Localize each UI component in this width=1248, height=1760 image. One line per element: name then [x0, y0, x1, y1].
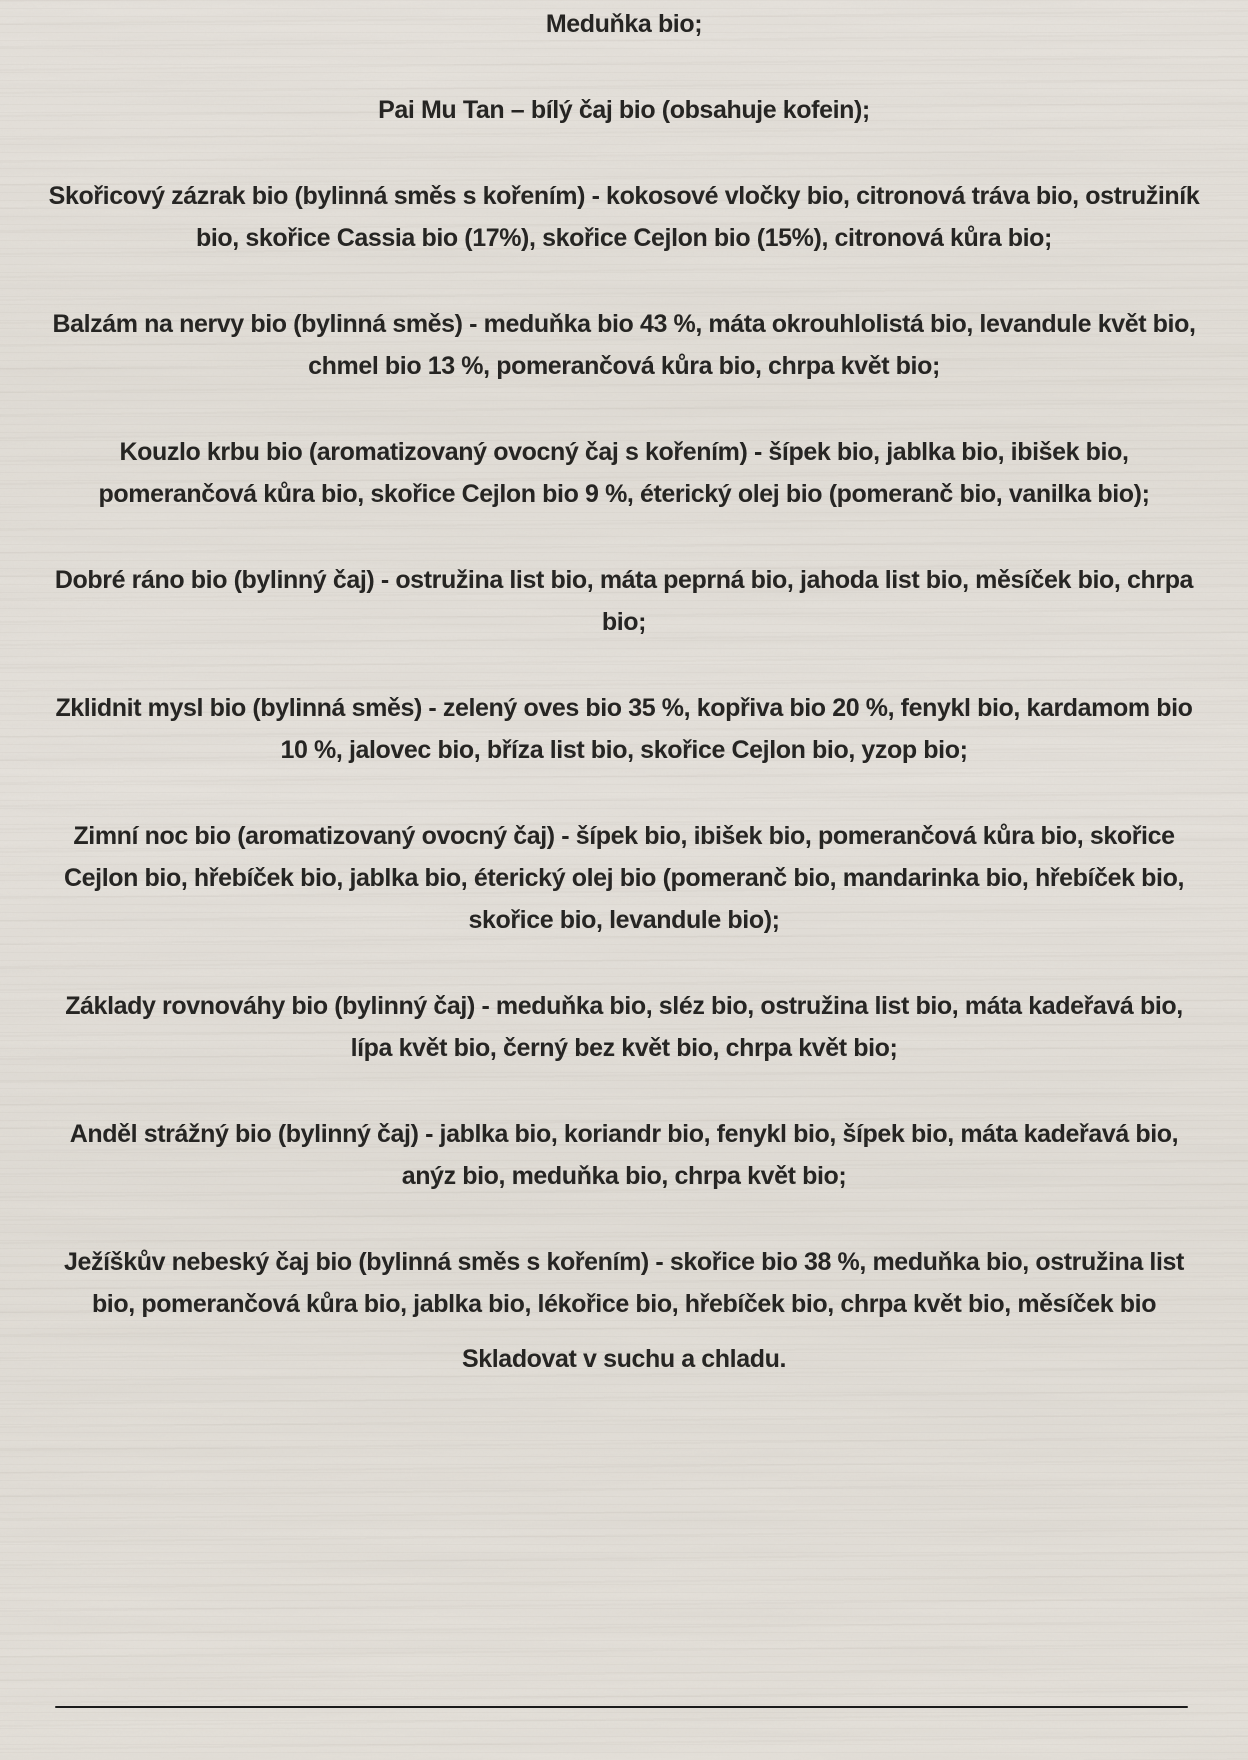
paragraph-jeziskuv-nebesky: Ježíškův nebeský čaj bio (bylinná směs s kořením) - skořice bio 38 %, meduňka bio, ostružina list bio, pomerančová kůra bio, jablka bio, lékořice bio, hřebíček bio, chrpa květ bio, měsíček bio: [64, 1248, 1184, 1318]
paragraph-zimni-noc: Zimní noc bio (aromatizovaný ovocný čaj) - šípek bio, ibišek bio, pomerančová kůra bio, skořice Cejlon bio, hřebíček bio, jablka bio, éterický olej bio (pomeranč bio, mandarinka bio, hřebíček bio, skořice bio, levandule bio);: [64, 822, 1184, 934]
label-text-block: [46, 0, 1202, 1380]
paragraph-pai-mu-tan: Pai Mu Tan – bílý čaj bio (obsahuje kofein);: [378, 96, 870, 124]
paragraph-medunka: Meduňka bio;: [545, 10, 703, 38]
paragraph-skoricovy-zazrak: Skořicový zázrak bio (bylinná směs s kořením) - kokosové vločky bio, citronová tráva bio, ostružiník bio, skořice Cassia bio (17%), skořice Cejlon bio (15%), citronová kůra bio;: [48, 182, 1200, 252]
bottom-divider: [55, 1706, 1188, 1708]
paragraph-balzam-na-nervy: Balzám na nervy bio (bylinná směs) - meduňka bio 43 %, máta okrouhlolistá bio, levandule květ bio, chmel bio 13 %, pomerančová kůra bio, chrpa květ bio;: [52, 310, 1196, 380]
paragraph-andel-strazny: Anděl strážný bio (bylinný čaj) - jablka bio, koriandr bio, fenykl bio, šípek bio, máta kadeřavá bio, anýz bio, meduňka bio, chrpa květ bio;: [69, 1120, 1179, 1190]
paragraph-dobre-rano: Dobré ráno bio (bylinný čaj) - ostružina list bio, máta peprná bio, jahoda list bio, měsíček bio, chrpa bio;: [54, 566, 1194, 636]
paragraph-zaklady-rovnovahy: Základy rovnováhy bio (bylinný čaj) - meduňka bio, sléz bio, ostružina list bio, máta kadeřavá bio, lípa květ bio, černý bez květ bio, chrpa květ bio;: [65, 992, 1183, 1062]
paragraph-zklidnit-mysl: Zklidnit mysl bio (bylinná směs) - zelený oves bio 35 %, kopřiva bio 20 %, fenykl bio, kardamom bio 10 %, jalovec bio, bříza list bio, skořice Cejlon bio, yzop bio;: [55, 694, 1193, 764]
storage-note: Skladovat v suchu a chladu.: [461, 1345, 787, 1373]
paragraph-kouzlo-krbu: Kouzlo krbu bio (aromatizovaný ovocný čaj s kořením) - šípek bio, jablka bio, ibišek bio, pomerančová kůra bio, skořice Cejlon bio 9 %, éterický olej bio (pomeranč bio, vanilka bio);: [98, 438, 1150, 508]
